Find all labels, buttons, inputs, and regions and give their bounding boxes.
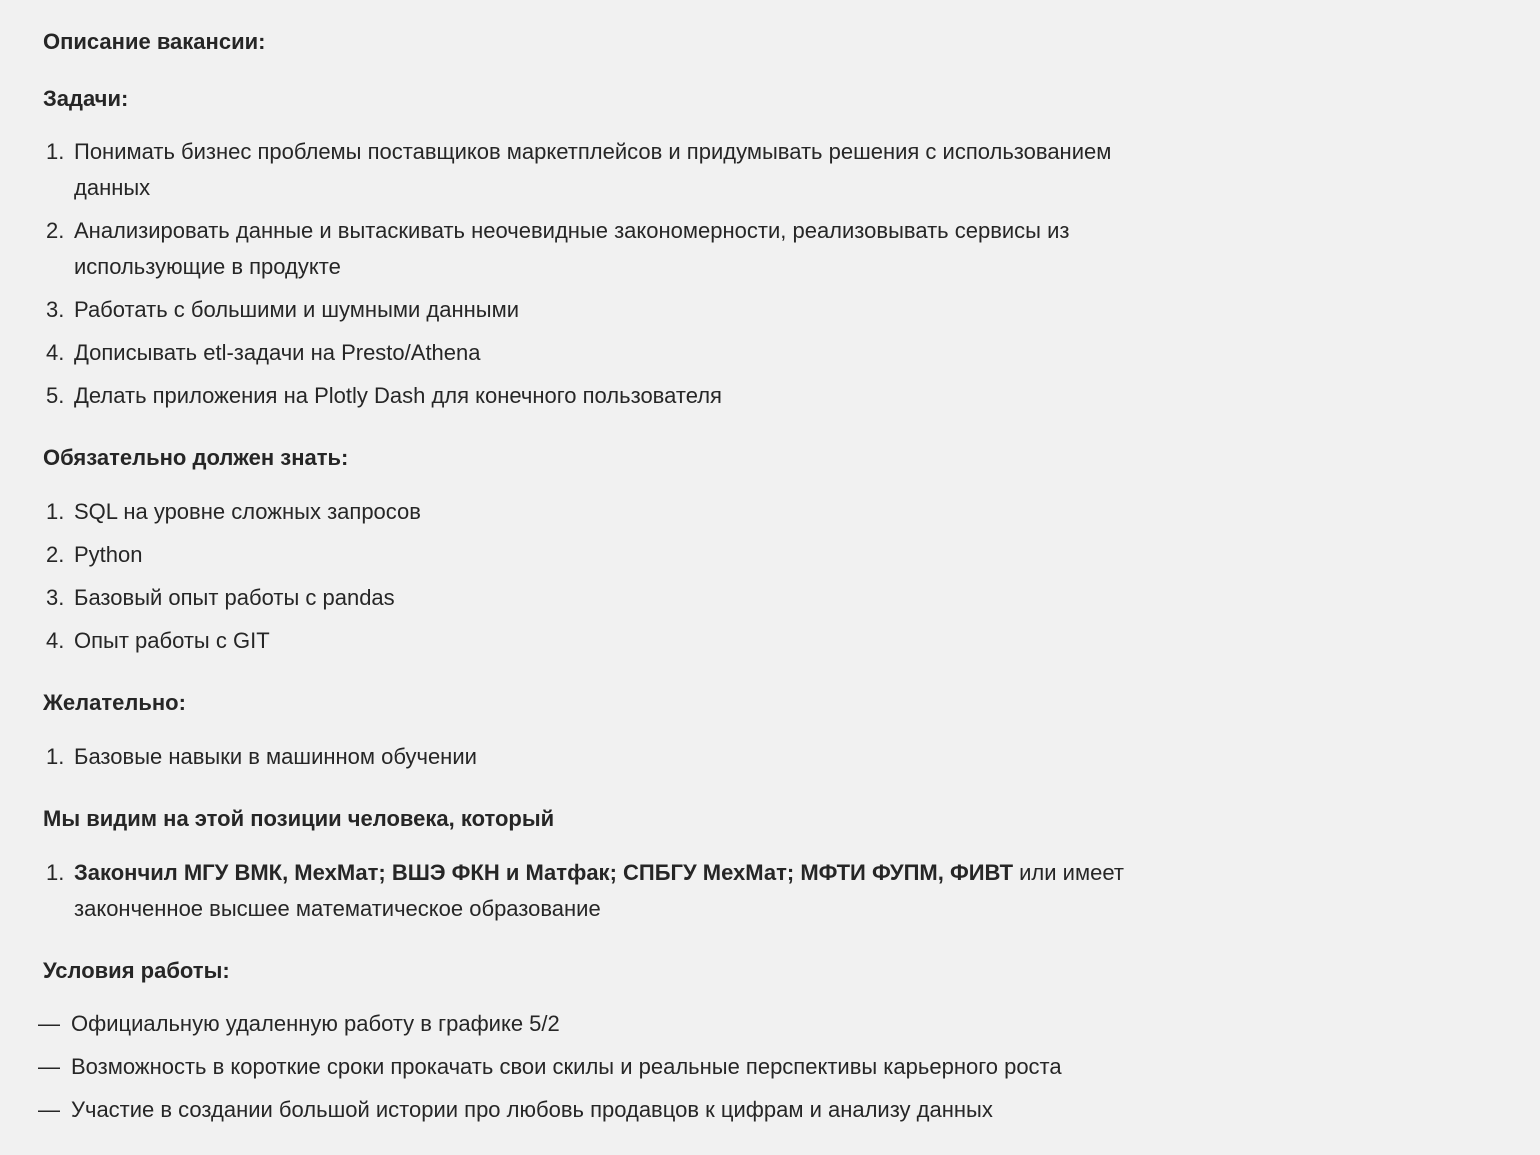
list-item-text: Официальную удаленную работу в графике 5/2 bbox=[71, 1011, 560, 1036]
tasks-title: Задачи: bbox=[43, 86, 129, 111]
list-item bbox=[43, 855, 1143, 927]
must-know-title: Обязательно должен знать: bbox=[43, 445, 349, 470]
list-item bbox=[43, 292, 1143, 328]
conditions-title: Условия работы: bbox=[43, 958, 230, 983]
list-item bbox=[38, 1049, 1143, 1085]
list-item bbox=[43, 739, 1143, 775]
list-item bbox=[43, 537, 1143, 573]
desirable-title: Желательно: bbox=[43, 690, 186, 715]
profile-title: Мы видим на этой позиции человека, который bbox=[43, 806, 555, 831]
list-item-text bbox=[74, 855, 1143, 927]
list-number: 2. bbox=[46, 218, 65, 243]
list-item bbox=[38, 1006, 1143, 1042]
list-item-text: Работать с большими и шумными данными bbox=[74, 297, 520, 322]
list-item bbox=[43, 494, 1143, 530]
list-number: 1. bbox=[46, 499, 65, 524]
desirable-list bbox=[43, 739, 1143, 775]
list-item-text: Базовый опыт работы с pandas bbox=[74, 585, 395, 610]
dash-bullet: — bbox=[38, 1097, 60, 1122]
must-know-list bbox=[43, 494, 1143, 659]
list-item-text: Участие в создании большой истории про любовь продавцов к цифрам и анализу данных bbox=[71, 1097, 993, 1122]
list-item bbox=[43, 335, 1143, 371]
tasks-list bbox=[43, 134, 1143, 414]
list-item-text: Понимать бизнес проблемы поставщиков маркетплейсов и придумывать решения с использованием данных bbox=[74, 139, 1112, 200]
list-item bbox=[43, 378, 1143, 414]
list-number: 4. bbox=[46, 340, 65, 365]
list-number: 3. bbox=[46, 297, 65, 322]
list-item bbox=[38, 1092, 1143, 1128]
list-item-text: Анализировать данные и вытаскивать неочевидные закономерности, реализовывать сервисы из использующие в продукте bbox=[74, 218, 1070, 279]
list-number: 4. bbox=[46, 628, 65, 653]
dash-bullet: — bbox=[38, 1011, 60, 1036]
vacancy-heading: Описание вакансии: bbox=[43, 29, 266, 54]
list-item-text: Базовые навыки в машинном обучении bbox=[74, 744, 477, 769]
list-item-text: SQL на уровне сложных запросов bbox=[74, 499, 421, 524]
list-number: 2. bbox=[46, 542, 65, 567]
list-number: 3. bbox=[46, 585, 65, 610]
list-item bbox=[43, 580, 1143, 616]
dash-bullet: — bbox=[38, 1054, 60, 1079]
list-number: 1. bbox=[46, 744, 65, 769]
list-item bbox=[43, 213, 1143, 285]
list-number: 5. bbox=[46, 383, 65, 408]
list-item bbox=[43, 134, 1143, 206]
list-item-text: Опыт работы с GIT bbox=[74, 628, 270, 653]
profile-list bbox=[43, 855, 1143, 927]
list-item-text: Делать приложения на Plotly Dash для конечного пользователя bbox=[74, 383, 722, 408]
list-number: 1. bbox=[46, 139, 65, 164]
list-item-text: Python bbox=[74, 542, 143, 567]
conditions-list bbox=[38, 1006, 1143, 1128]
universities-text: Закончил МГУ ВМК, МехМат; ВШЭ ФКН и Матфак; СПБГУ МехМат; МФТИ ФУПМ, ФИВТ bbox=[74, 860, 1014, 885]
list-number: 1. bbox=[46, 860, 65, 885]
education-text: или имеет законченное высшее математическое образование bbox=[74, 860, 1124, 921]
list-item bbox=[43, 623, 1143, 659]
list-item-text: Дописывать etl-задачи на Presto/Athena bbox=[74, 340, 481, 365]
list-item-text: Возможность в короткие сроки прокачать свои скилы и реальные перспективы карьерного роста bbox=[71, 1054, 1062, 1079]
vacancy-description bbox=[38, 0, 1143, 1122]
